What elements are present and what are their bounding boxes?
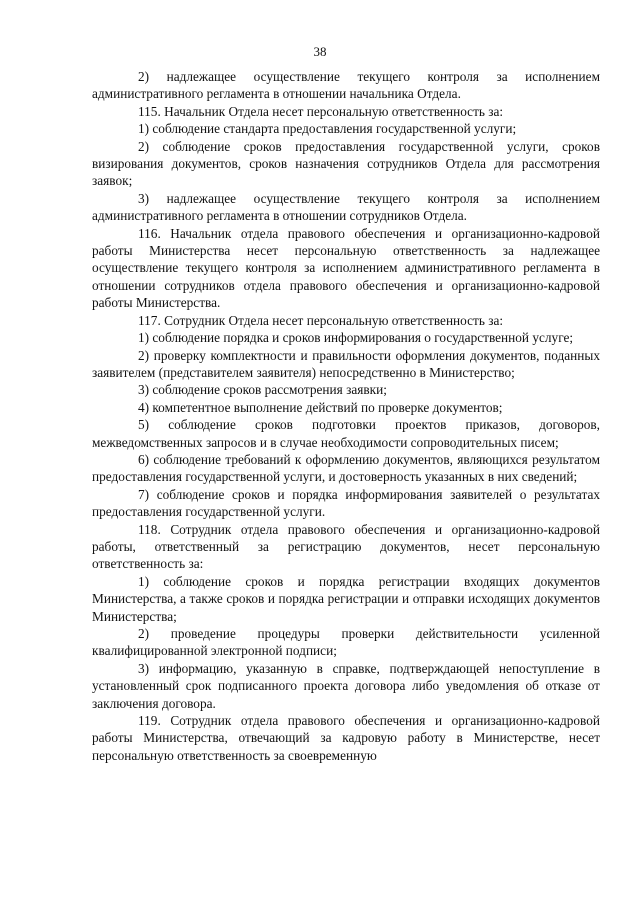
- paragraph: 2) надлежащее осуществление текущего контроля за исполнением административного регламента в отношении начальника Отдела.: [92, 69, 600, 102]
- paragraph: 115. Начальник Отдела несет персональную ответственность за:: [138, 103, 504, 119]
- paragraph: 1) соблюдение стандарта предоставления государственной услуги;: [138, 121, 517, 137]
- paragraph: 2) проверку комплектности и правильности оформления документов, поданных заявителем (представителем заявителя) непосредственно в Министерство;: [92, 347, 600, 380]
- body-text: [92, 68, 600, 764]
- paragraph: 1) соблюдение сроков и порядка регистрации входящих документов Министерства, а также сроков и порядка регистрации и отправки исходящих документов Министерства;: [92, 573, 600, 624]
- paragraph: 5) соблюдение сроков подготовки проектов приказов, договоров, межведомственных запросов и в случае необходимости сопроводительных писем;: [92, 417, 600, 450]
- paragraph: 1) соблюдение порядка и сроков информирования о государственной услуге;: [138, 330, 574, 346]
- paragraph: 119. Сотрудник отдела правового обеспечения и организационно-кадровой работы Министерства, отвечающий за кадровую работу в Министерстве, несет персональную ответственность за своевременную: [92, 713, 600, 763]
- paragraph: 116. Начальник отдела правового обеспечения и организационно-кадровой работы Министерства несет персональную ответственность за надлежащее осуществление текущего контроля за исполнением административного регламента в отношении сотрудников отдела правового обеспечения и организационно-кадровой работы Министерства.: [92, 225, 600, 311]
- paragraph: 4) компетентное выполнение действий по проверке документов;: [138, 399, 503, 415]
- paragraph: 6) соблюдение требований к оформлению документов, являющихся результатом предоставления государственной услуги, и достоверность указанных в них сведений;: [92, 451, 600, 485]
- paragraph: 118. Сотрудник отдела правового обеспечения и организационно-кадровой работы, ответственный за регистрацию документов, несет персональную ответственность за:: [92, 521, 600, 572]
- page-number: 38: [313, 44, 327, 59]
- paragraph: 7) соблюдение сроков и порядка информирования заявителей о результатах предоставления государственной услуги.: [92, 486, 600, 520]
- paragraph: 3) соблюдение сроков рассмотрения заявки;: [138, 382, 387, 398]
- paragraph: 117. Сотрудник Отдела несет персональную ответственность за:: [138, 312, 504, 328]
- paragraph: 2) соблюдение сроков предоставления государственной услуги, сроков визирования документов, сроков назначения сотрудников Отдела для рассмотрения заявок;: [92, 138, 600, 189]
- paragraph: 3) информацию, указанную в справке, подтверждающей непоступление в установленный срок подписанного проекта договора либо уведомления об отказе от заключения договора.: [92, 660, 600, 711]
- paragraph: 2) проведение процедуры проверки действительности усиленной квалифицированной электронной подписи;: [92, 626, 600, 659]
- paragraph: 3) надлежащее осуществление текущего контроля за исполнением административного регламента в отношении сотрудников Отдела.: [92, 190, 600, 224]
